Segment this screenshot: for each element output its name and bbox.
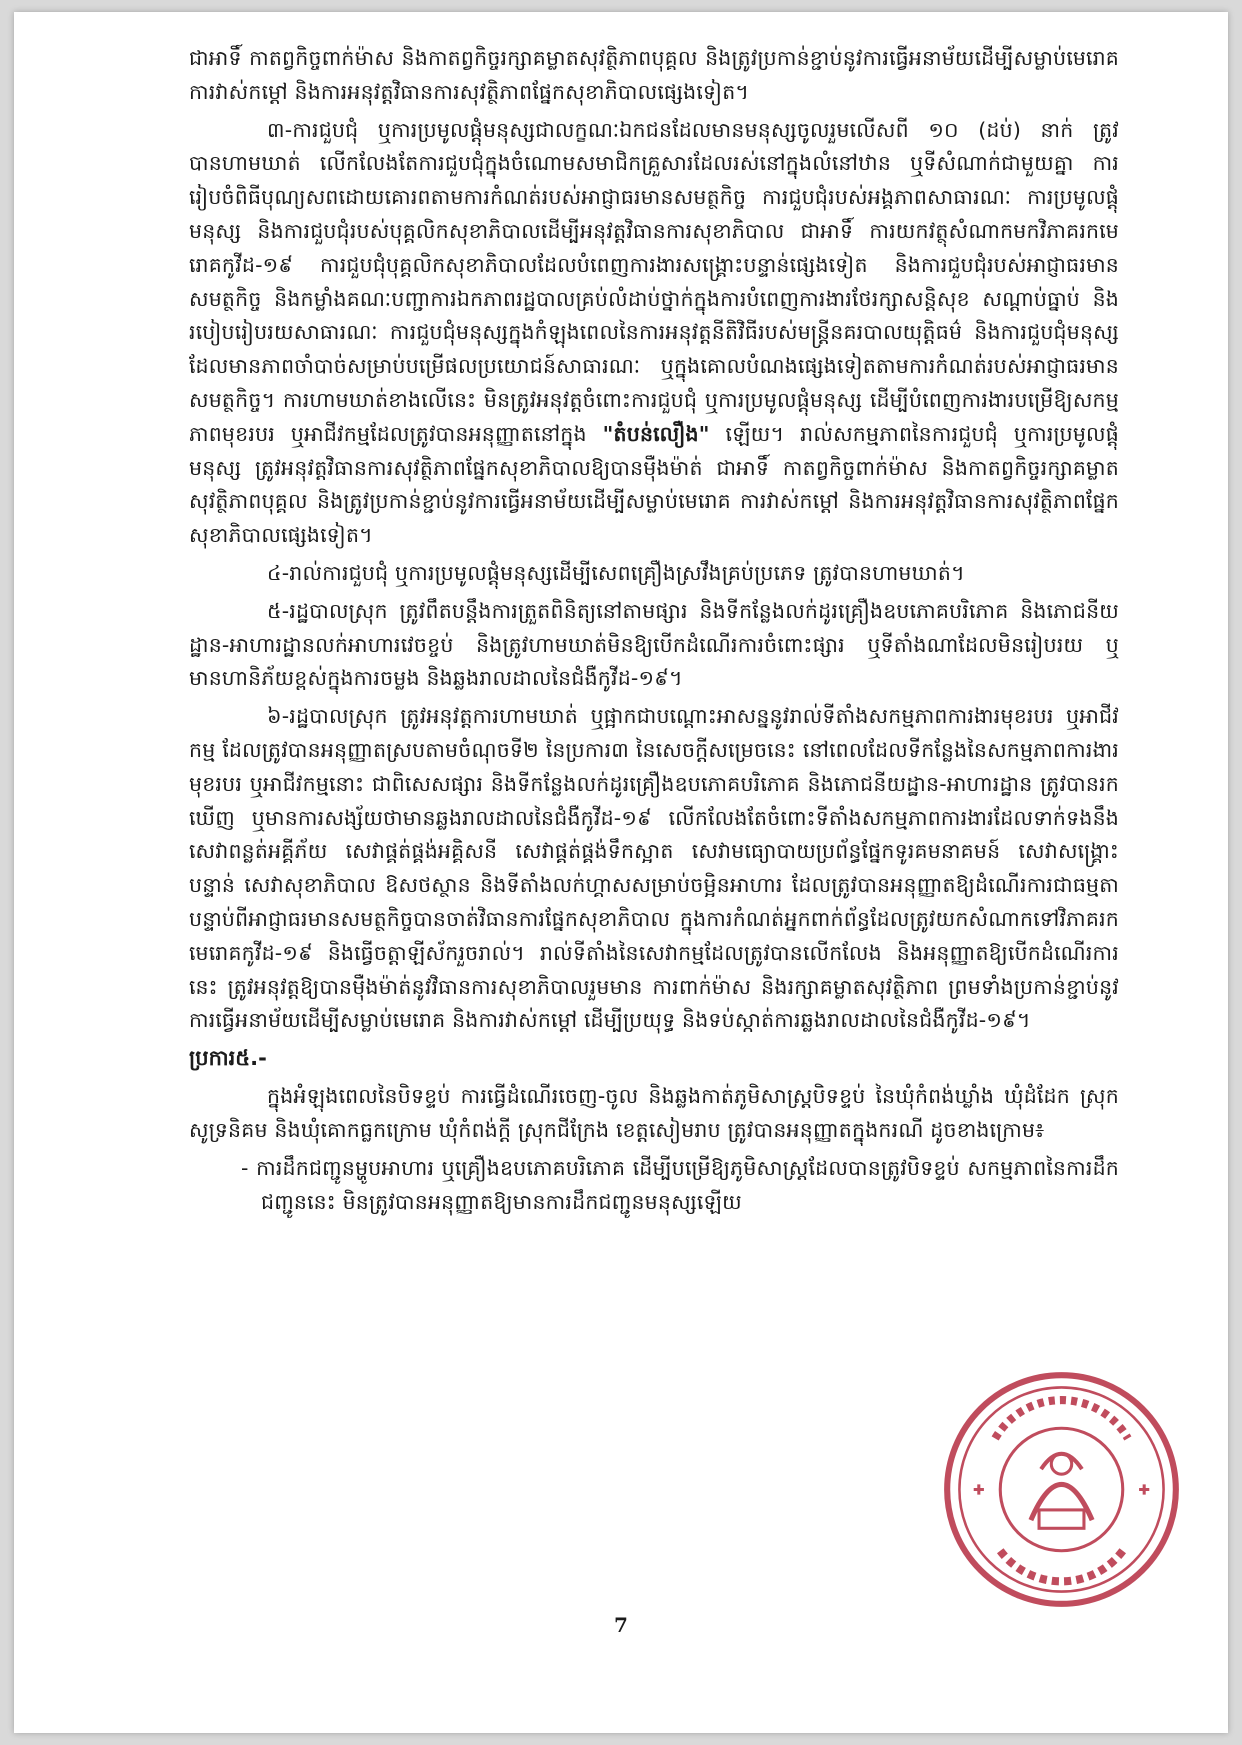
paragraph-article-5: ក្នុងអំឡុងពេលនៃបិទខ្ទប់ ការធ្វើដំណើរចេញ-ចូល និងឆ្លងកាត់ភូមិសាស្ត្របិទខ្ទប់ នៃឃុំកំពង់ឃ្លាំង ឃុំដំដែក ស្រុកសូទ្រនិគម និងឃុំគោកធ្លកក្រោម ឃុំកំពង់ក្ដី ស្រុកជីក្រែង ខេត្តសៀមរាប ត្រូវបានអនុញ្ញាតក្នុងករណី ដូចខាងក្រោម៖ bbox=[189, 1084, 1119, 1142]
official-seal-icon bbox=[939, 1367, 1184, 1612]
paragraph-item-3 bbox=[189, 114, 1119, 553]
article-5-heading: ប្រការ៥.- bbox=[189, 1046, 267, 1071]
page-number: 7 bbox=[614, 1613, 628, 1637]
paragraph-item-3-tail: ឡើយ។ រាល់សកម្មភាពនៃការជួបជុំ ឬការប្រមូលផ្ដុំមនុស្ស ត្រូវអនុវត្តវិធានការសុវត្ថិភាពផ្នែកសុខាភិបាលឱ្យបានម៉ឺងម៉ាត់ ជាអាទិ៍ កាតព្វកិច្ចពាក់ម៉ាស និងកាតព្វកិច្ចរក្សាគម្លាតសុវត្ថិភាពបុគ្គល និងត្រូវប្រកាន់ខ្ជាប់នូវការធ្វើអនាម័យដើម្បីសម្លាប់មេរោគ ការវាស់កម្ដៅ និងការអនុវត្តវិធានការសុវត្ថិភាពផ្នែកសុខាភិបាលផ្សេងទៀត។ bbox=[189, 421, 1119, 548]
paragraph-item-4: ៤-រាល់ការជួបជុំ ឬការប្រមូលផ្ដុំមនុស្សដើម្បីសេពគ្រឿងស្រវឹងគ្រប់ប្រភេទ ត្រូវបានហាមឃាត់។ bbox=[267, 560, 965, 585]
document-page bbox=[14, 12, 1228, 1733]
paragraph-item-6: ៦-រដ្ឋបាលស្រុក ត្រូវអនុវត្តការហាមឃាត់ ឬផ្អាកជាបណ្ដោះអាសន្ននូវរាល់ទីតាំងសកម្មភាពការងារមុខរបរ ឬអាជីវកម្ម ដែលត្រូវបានអនុញ្ញាតស្របតាមចំណុចទី២ នៃប្រការ៣ នៃសេចក្ដីសម្រេចនេះ នៅពេលដែលទីកន្លែងនៃសកម្មភាពការងារ មុខរបរ ឬអាជីវកម្មនោះ ជាពិសេសផ្សារ និងទីកន្លែងលក់ដូរគ្រឿងឧបភោគបរិភោគ និងភោជនីយដ្ឋាន-អាហារដ្ឋាន ត្រូវបានរកឃើញ ឬមានការសង្ស័យថាមានឆ្លងរាលដាលនៃជំងឺកូវីដ-១៩ លើកលែងតែចំពោះទីតាំងសកម្មភាពការងារដែលទាក់ទងនឹងសេវាពន្លត់អគ្គីភ័យ សេវាផ្គត់ផ្គង់អគ្គិសនី សេវាផ្គត់ផ្គង់ទឹកស្អាត សេវាមធ្យោបាយប្រព័ន្ធផ្នែកទូរគមនាគមន៍ សេវាសង្គ្រោះបន្ទាន់ សេវាសុខាភិបាល ឱសថស្ថាន និងទីតាំងលក់ហ្គាសសម្រាប់ចម្អិនអាហារ ដែលត្រូវបានអនុញ្ញាតឱ្យដំណើរការជាធម្មតា បន្ទាប់ពីអាជ្ញាធរមានសមត្ថកិច្ចបានចាត់វិធានការផ្នែកសុខាភិបាល ក្នុងការកំណត់អ្នកពាក់ព័ន្ធដែលត្រូវយកសំណាកទៅវិភាគរកមេរោគកូវីដ-១៩ និងធ្វើចត្តាឡីស័ករួចរាល់។ រាល់ទីតាំងនៃសេវាកម្មដែលត្រូវបានលើកលែង និងអនុញ្ញាតឱ្យបើកដំណើរការនេះ ត្រូវអនុវត្តឱ្យបានម៉ឺងម៉ាត់នូវវិធានការសុខាភិបាលរួមមាន ការពាក់ម៉ាស និងរក្សាគម្លាតសុវត្ថិភាព ព្រមទាំងប្រកាន់ខ្ជាប់នូវការធ្វើអនាម័យដើម្បីសម្លាប់មេរោគ និងការវាស់កម្ដៅ ដើម្បីប្រយុទ្ធ និងទប់ស្កាត់ការឆ្លងរាលដាលនៃជំងឺកូវីដ-១៩។ bbox=[189, 704, 1119, 1033]
paragraph-continuation: ជាអាទិ៍ កាតព្វកិច្ចពាក់ម៉ាស និងកាតព្វកិច្ចរក្សាគម្លាតសុវត្ថិភាពបុគ្គល និងត្រូវប្រកាន់ខ្ជាប់នូវការធ្វើអនាម័យដើម្បីសម្លាប់មេរោគ ការវាស់កម្ដៅ និងការអនុវត្តវិធានការសុវត្ថិភាពផ្នែកសុខាភិបាលផ្សេងទៀត។ bbox=[189, 46, 1119, 104]
yellow-zone-term: "តំបន់លឿង" bbox=[602, 421, 710, 446]
bullet-item-1: - ការដឹកជញ្ជូនម្ហូបអាហារ ឬគ្រឿងឧបភោគបរិភោគ ដើម្បីបម្រើឱ្យភូមិសាស្ត្រដែលបានត្រូវបិទខ្ទប់ សកម្មភាពនៃការដឹកជញ្ជូននេះ មិនត្រូវបានអនុញ្ញាតឱ្យមានការដឹកជញ្ជូនមនុស្សឡើយ bbox=[241, 1155, 1119, 1214]
paragraph-item-5: ៥-រដ្ឋបាលស្រុក ត្រូវពឹតបន្តឹងការត្រួតពិនិត្យនៅតាមផ្សារ និងទីកន្លែងលក់ដូរគ្រឿងឧបភោគបរិភោគ និងភោជនីយដ្ឋាន-អាហារដ្ឋានលក់អាហារវេចខ្ចប់ និងត្រូវហាមឃាត់មិនឱ្យបើកដំណើរការចំពោះផ្សារ ឬទីតាំងណាដែលមិនរៀបរយ ឬមានហានិភ័យខ្ពស់ក្នុងការចម្លង និងឆ្លងរាលដាលនៃជំងឺកូវីដ-១៩។ bbox=[189, 598, 1119, 691]
paragraph-item-3-text: ៣-ការជួបជុំ ឬការប្រមូលផ្ដុំមនុស្សជាលក្ខណៈឯកជនដែលមានមនុស្សចូលរួមលើសពី ១០ (ដប់) នាក់ ត្រូវបានហាមឃាត់ លើកលែងតែការជួបជុំក្នុងចំណោមសមាជិកគ្រួសារដែលរស់នៅក្នុងលំនៅឋាន ឬទីសំណាក់ជាមួយគ្នា ការរៀបចំពិធីបុណ្យសពដោយគោរពតាមការកំណត់របស់អាជ្ញាធរមានសមត្ថកិច្ច ការជួបជុំរបស់អង្គភាពសាធារណៈ ការប្រមូលផ្ដុំមនុស្ស និងការជួបជុំរបស់បុគ្គលិកសុខាភិបាលដើម្បីអនុវត្តវិធានការសុខាភិបាល ជាអាទិ៍ ការយកវត្ថុសំណាកមកវិភាគរកមេរោគកូវីដ-១៩ ការជួបជុំបុគ្គលិកសុខាភិបាលដែលបំពេញការងារសង្គ្រោះបន្ទាន់ផ្សេងទៀត និងការជួបជុំរបស់អាជ្ញាធរមានសមត្ថកិច្ច និងកម្លាំងគណៈបញ្ជាការឯកភាពរដ្ឋបាលគ្រប់លំដាប់ថ្នាក់ក្នុងការបំពេញការងារថែរក្សាសន្តិសុខ សណ្ដាប់ធ្នាប់ និងរបៀបរៀបរយសាធារណៈ ការជួបជុំមនុស្សក្នុងកំឡុងពេលនៃការអនុវត្តនីតិវិធីរបស់មន្ត្រីនគរបាលយុត្តិធម៌ និងការជួបជុំមនុស្សដែលមានភាពចាំបាច់សម្រាប់បម្រើផលប្រយោជន៍សាធារណៈ ឬក្នុងគោលបំណងផ្សេងទៀតតាមការកំណត់របស់អាជ្ញាធរមានសមត្ថកិច្ច។ ការហាមឃាត់ខាងលើនេះ មិនត្រូវអនុវត្តចំពោះការជួបជុំ ឬការប្រមូលផ្ដុំមនុស្ស ដើម្បីបំពេញការងារបម្រើឱ្យសកម្មភាពមុខរបរ ឬអាជីវកម្មដែលត្រូវបានអនុញ្ញាតនៅក្នុង bbox=[189, 117, 1119, 446]
